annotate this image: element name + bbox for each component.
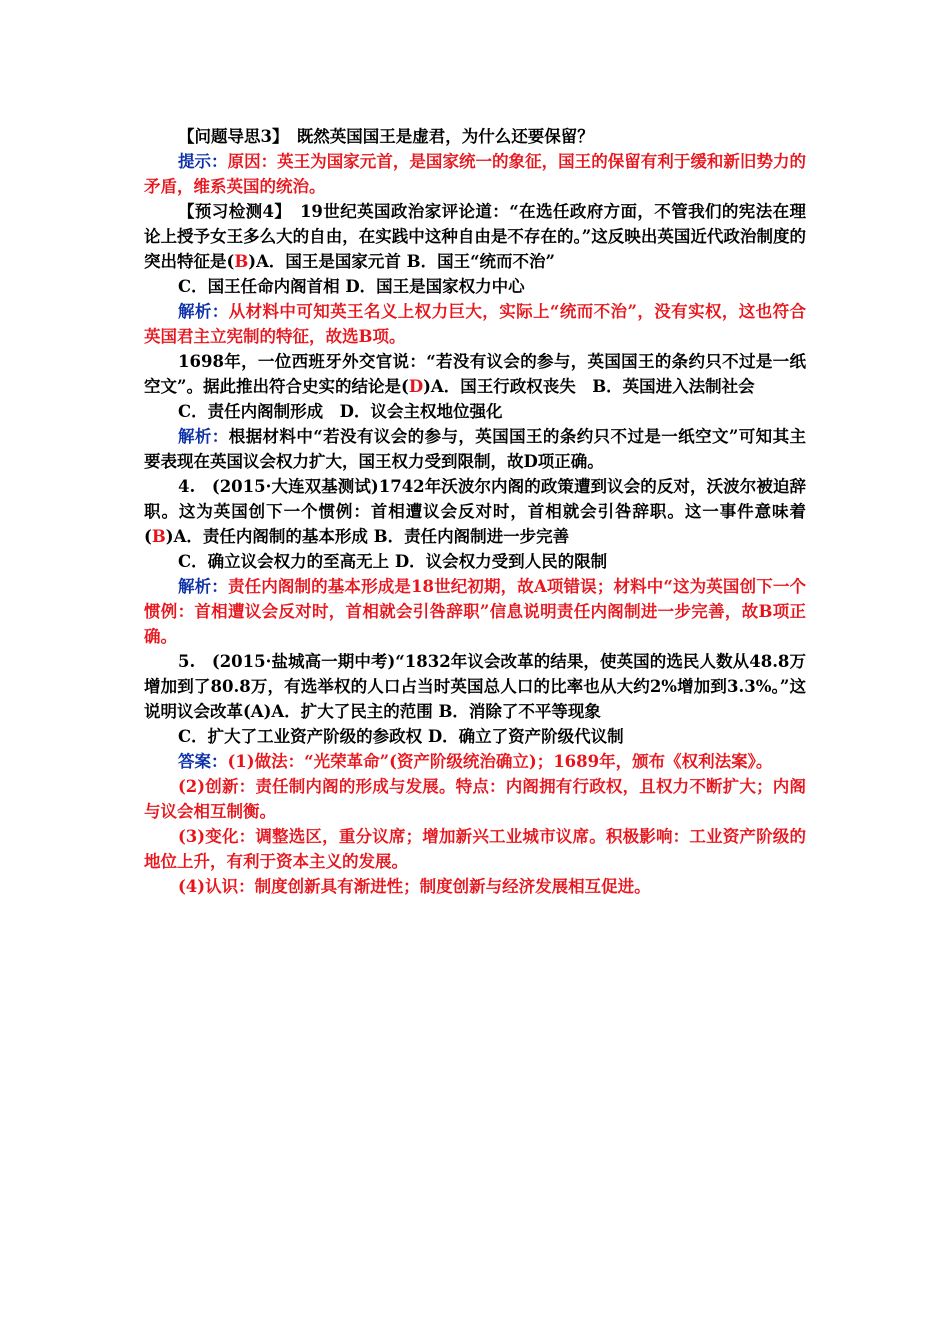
question-3 xyxy=(144,124,806,149)
question-3-text: 既然英国国王是虚君，为什么还要保留？ xyxy=(280,127,594,146)
question-6 xyxy=(144,474,806,549)
answer-1-text: (1)做法：“光荣革命”(资产阶级统治确立)；1689年，颁布《权利法案》。 xyxy=(227,752,773,771)
question-6-text-a: 4. (2015·大连双基测试)1742年沃波尔内阁的政策遭到议会的反对，沃波尔被迫辞职。这为英国创下一个惯例：首相遭议会反对时，首相就会引咎辞职。这一事件意味着( xyxy=(144,477,806,546)
question-4-text-a: 19世纪英国政治家评论道：“在选任政府方面，不管我们的宪法在理论上授予女王多么大的自由，在实践中这种自由是不存在的。”这反映出英国近代政治制度的突出特征是( xyxy=(144,202,807,271)
answer-label: 答案： xyxy=(178,752,228,771)
question-5-analysis-text: 根据材料中“若没有议会的参与，英国国王的条约只不过是一纸空文”可知其主要表现在英国议会权力扩大，国王权力受到限制，故D项正确。 xyxy=(144,427,806,471)
question-5-analysis xyxy=(144,424,806,474)
question-4-analysis xyxy=(144,299,806,349)
question-3-tag: 【问题导思3】 xyxy=(178,127,281,146)
question-6-options: C．确立议会权力的至高无上 D．议会权力受到人民的限制 xyxy=(178,552,608,571)
answer-1 xyxy=(144,749,806,774)
hint-label: 提示： xyxy=(178,152,228,171)
question-6-text-b: )A．责任内阁制的基本形成 B．责任内阁制进一步完善 xyxy=(165,527,570,546)
question-5-answer: D xyxy=(408,377,424,396)
question-4 xyxy=(144,199,806,274)
question-5-options: C．责任内阁制形成 D．议会主权地位强化 xyxy=(178,402,503,421)
question-5-text-b: )A．国王行政权丧失 B．英国进入法制社会 xyxy=(423,377,755,396)
question-5-text-a: 1698年，一位西班牙外交官说：“若没有议会的参与，英国国王的条约只不过是一纸空文”。据此推出符合史实的结论是( xyxy=(144,352,806,396)
question-6-answer: B xyxy=(151,527,166,546)
document-content xyxy=(144,124,806,899)
question-6-analysis-label: 解析： xyxy=(178,577,228,596)
question-4-tag: 【预习检测4】 xyxy=(178,202,284,221)
question-4-text-b: )A．国王是国家元首 B．国王“统而不治” xyxy=(248,252,556,271)
hint-text: 原因：英王为国家元首，是国家统一的象征，国王的保留有利于缓和新旧势力的矛盾，维系英国的统治。 xyxy=(144,152,807,196)
question-4-options: C．国王任命内阁首相 D．国王是国家权力中心 xyxy=(178,277,525,296)
question-4-answer: B xyxy=(234,252,249,271)
question-7-options: C．扩大了工业资产阶级的参政权 D．确立了资产阶级代议制 xyxy=(178,727,624,746)
answer-2: (2)创新：责任制内阁的形成与发展。特点：内阁拥有行政权，且权力不断扩大；内阁与议会相互制衡。 xyxy=(144,777,806,821)
question-4-analysis-label: 解析： xyxy=(178,302,229,321)
question-5-analysis-label: 解析： xyxy=(178,427,229,446)
answer-3: (3)变化：调整选区，重分议席；增加新兴工业城市议席。积极影响：工业资产阶级的地位上升，有利于资本主义的发展。 xyxy=(144,827,806,871)
question-6-analysis xyxy=(144,574,806,649)
answer-4: (4)认识：制度创新具有渐进性；制度创新与经济发展相互促进。 xyxy=(178,877,651,896)
question-5 xyxy=(144,349,806,399)
question-7: 5. (2015·盐城高一期中考)“1832年议会改革的结果，使英国的选民人数从48.8万增加到了80.8万，有选举权的人口占当时英国总人口的比率也从大约2%增加到3.3%。”这说明议会改革(A)A．扩大了民主的范围 B．消除了不平等现象 xyxy=(144,652,806,721)
question-4-analysis-text: 从材料中可知英王名义上权力巨大，实际上“统而不治”，没有实权，这也符合英国君主立宪制的特征，故选B项。 xyxy=(144,302,806,346)
question-6-analysis-text: 责任内阁制的基本形成是18世纪初期，故A项错误；材料中“这为英国创下一个惯例：首相遭议会反对时，首相就会引咎辞职”信息说明责任内阁制进一步完善，故B项正确。 xyxy=(144,577,807,646)
hint xyxy=(144,149,806,199)
